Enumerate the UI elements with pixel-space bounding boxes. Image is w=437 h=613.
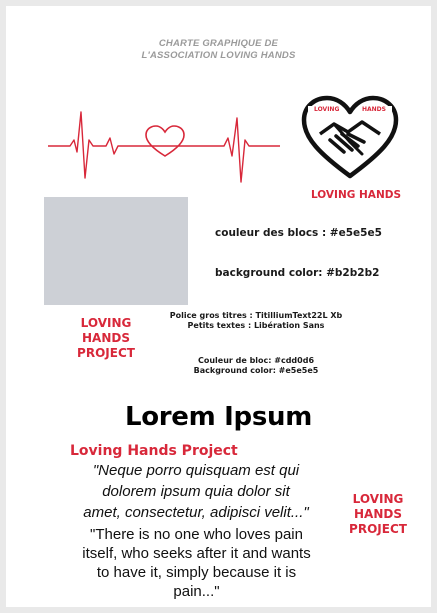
charter-title-line1: CHARTE GRAPHIQUE DE: [158, 38, 279, 49]
loving-hands-project-label-bottom: [328, 492, 428, 537]
fonts-info: [156, 311, 356, 331]
regular-quote-line: pain...": [173, 583, 220, 600]
colors-info-line2: Background color: #e5e5e5: [193, 366, 319, 375]
background-color-spec: background color: #b2b2b2: [215, 267, 380, 279]
block-color-spec: couleur des blocs : #e5e5e5: [215, 227, 382, 239]
italic-quote-line: amet, consectetur, adipisci velit...": [83, 504, 309, 521]
loving-hands-project-label: [56, 316, 156, 361]
color-swatch: [44, 197, 188, 305]
italic-quote: [61, 460, 331, 523]
italic-quote-line: dolorem ipsum quia dolor sit: [102, 483, 290, 500]
regular-quote-line: itself, who seeks after it and wants: [82, 545, 311, 562]
charter-title: [6, 38, 431, 62]
project-label-line1: LOVING: [80, 316, 132, 330]
subtitle: Loving Hands Project: [70, 443, 238, 459]
fonts-info-line2: Petits textes : Libération Sans: [187, 321, 325, 330]
project-label-line2: HANDS: [82, 331, 130, 345]
regular-quote: [74, 525, 319, 601]
colors-info: [156, 356, 356, 376]
page-title: Lorem Ipsum: [124, 402, 313, 432]
logo-badge-left: LOVING: [314, 106, 340, 113]
colors-info-line1: Couleur de bloc: #cdd0d6: [197, 356, 315, 365]
heartbeat-heart-icon: [48, 110, 280, 186]
project-label-line3: PROJECT: [77, 346, 135, 360]
regular-quote-line: "There is no one who loves pain: [90, 526, 303, 543]
project-label-line3: PROJECT: [349, 522, 407, 536]
regular-quote-line: to have it, simply because it is: [96, 564, 297, 581]
fonts-info-line1: Police gros titres : TitilliumText22L Xb: [169, 311, 343, 320]
project-label-line2: HANDS: [354, 507, 402, 521]
project-label-line1: LOVING: [352, 492, 404, 506]
logo-caption: LOVING HANDS: [310, 189, 402, 201]
page: [6, 6, 431, 607]
italic-quote-line: "Neque porro quisquam est qui: [92, 462, 300, 479]
charter-title-line2: L'ASSOCIATION LOVING HANDS: [141, 50, 296, 61]
logo-badge-right: HANDS: [362, 106, 386, 113]
